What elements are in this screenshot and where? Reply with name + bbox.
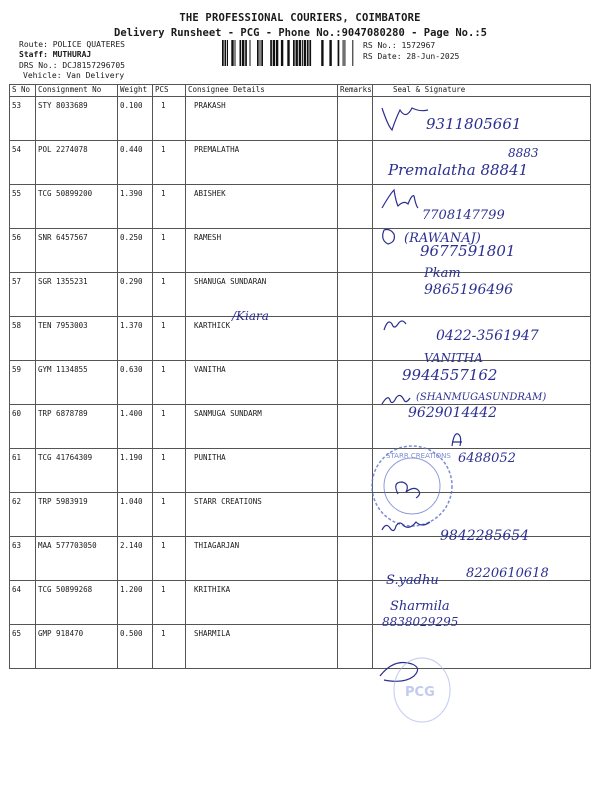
cell-pcs: 1 <box>153 97 186 141</box>
table-header-row <box>10 85 591 97</box>
table-row <box>10 493 591 537</box>
cell-sno: 63 <box>10 537 36 581</box>
runsheet-table <box>9 84 591 669</box>
cell-consignee: KRITHIKA <box>186 581 338 625</box>
cell-consignment-no: GMP 918470 <box>36 625 118 669</box>
cell-signature <box>373 273 591 317</box>
cell-weight: 1.190 <box>118 449 153 493</box>
cell-weight: 0.290 <box>118 273 153 317</box>
phone-64: 8220610618 <box>466 566 549 581</box>
cell-pcs: 1 <box>153 581 186 625</box>
cell-sno: 53 <box>10 97 36 141</box>
cell-weight: 1.200 <box>118 581 153 625</box>
cell-pcs: 1 <box>153 537 186 581</box>
cell-pcs: 1 <box>153 449 186 493</box>
cell-weight: 0.100 <box>118 97 153 141</box>
cell-consignment-no: TCG 50899200 <box>36 185 118 229</box>
cell-pcs: 1 <box>153 625 186 669</box>
phone-53: 9311805661 <box>426 115 522 133</box>
name-60: (SHANMUGASUNDRAM) <box>416 392 547 403</box>
cell-consignment-no: TEN 7953003 <box>36 317 118 361</box>
runsheet-subtitle: Delivery Runsheet - PCG - Phone No.:9047080280 - Page No.:5 <box>114 27 487 39</box>
cell-consignee: THIAGARJAN <box>186 537 338 581</box>
cell-sno: 59 <box>10 361 36 405</box>
cell-remarks <box>338 97 373 141</box>
cell-remarks <box>338 273 373 317</box>
cell-consignee: KARTHICK <box>186 317 338 361</box>
cell-signature <box>373 625 591 669</box>
cell-signature <box>373 405 591 449</box>
cell-consignee: PREMALATHA <box>186 141 338 185</box>
cell-consignment-no: POL 2274078 <box>36 141 118 185</box>
cell-signature <box>373 493 591 537</box>
cell-weight: 0.250 <box>118 229 153 273</box>
cell-pcs: 1 <box>153 405 186 449</box>
cell-weight: 1.040 <box>118 493 153 537</box>
col-consignee: Consignee Details <box>186 85 338 97</box>
cell-signature <box>373 185 591 229</box>
cell-remarks <box>338 317 373 361</box>
cell-remarks <box>338 537 373 581</box>
col-sno: S No <box>10 85 36 97</box>
cell-consignment-no: MAA 577703050 <box>36 537 118 581</box>
phone-63: 9842285654 <box>440 528 530 544</box>
rs-date-label: RS Date: 28-Jun-2025 <box>363 52 460 61</box>
cell-sno: 65 <box>10 625 36 669</box>
cell-consignee: PRAKASH <box>186 97 338 141</box>
cell-signature <box>373 97 591 141</box>
cell-remarks <box>338 141 373 185</box>
cell-weight: 1.370 <box>118 317 153 361</box>
cell-remarks <box>338 405 373 449</box>
cell-pcs: 1 <box>153 493 186 537</box>
cell-pcs: 1 <box>153 185 186 229</box>
col-signature: Seal & Signature <box>373 85 591 97</box>
cell-consignment-no: SGR 1355231 <box>36 273 118 317</box>
cell-weight: 2.140 <box>118 537 153 581</box>
cell-pcs: 1 <box>153 317 186 361</box>
table-row <box>10 317 591 361</box>
note-54a: 8883 <box>508 146 539 160</box>
table-row <box>10 581 591 625</box>
phone-60: 9629014442 <box>408 405 498 421</box>
cell-consignment-no: STY 8033689 <box>36 97 118 141</box>
cell-remarks <box>338 625 373 669</box>
barcode <box>222 40 358 66</box>
cell-signature <box>373 317 591 361</box>
cell-remarks <box>338 493 373 537</box>
cell-sno: 64 <box>10 581 36 625</box>
table-row <box>10 625 591 669</box>
cell-consignee: PUNITHA <box>186 449 338 493</box>
table-row <box>10 141 591 185</box>
cell-weight: 0.440 <box>118 141 153 185</box>
cell-signature <box>373 229 591 273</box>
phone-59: 9944557162 <box>402 366 498 384</box>
cell-pcs: 1 <box>153 273 186 317</box>
table-row <box>10 229 591 273</box>
cell-consignment-no: GYM 1134855 <box>36 361 118 405</box>
cell-sno: 57 <box>10 273 36 317</box>
cell-pcs: 1 <box>153 141 186 185</box>
col-remarks: Remarks <box>338 85 373 97</box>
cell-signature <box>373 581 591 625</box>
table-row <box>10 537 591 581</box>
cell-signature <box>373 449 591 493</box>
table-row <box>10 449 591 493</box>
cell-consignee: VANITHA <box>186 361 338 405</box>
cell-consignment-no: TCG 41764309 <box>36 449 118 493</box>
cell-remarks <box>338 229 373 273</box>
cell-consignment-no: TCG 50899268 <box>36 581 118 625</box>
cell-pcs: 1 <box>153 361 186 405</box>
cell-consignment-no: TRP 5983919 <box>36 493 118 537</box>
cell-consignee: SANMUGA SUNDARM <box>186 405 338 449</box>
cell-weight: 0.630 <box>118 361 153 405</box>
pcg-stamp-text: PCG <box>405 685 435 700</box>
rs-no-label: RS No.: 1572967 <box>363 41 436 50</box>
cell-consignment-no: SNR 6457567 <box>36 229 118 273</box>
name-64: S.yadhu <box>386 573 439 588</box>
cell-pcs: 1 <box>153 229 186 273</box>
col-pcs: PCS <box>153 85 186 97</box>
cell-signature <box>373 361 591 405</box>
phone-56: 9677591801 <box>420 242 516 260</box>
cell-remarks <box>338 449 373 493</box>
phone-61: 6488052 <box>458 451 516 466</box>
phone-65: 8838029295 <box>382 615 459 629</box>
cell-consignee: SHANUGA SUNDARAN <box>186 273 338 317</box>
name-65: Sharmila <box>390 599 450 614</box>
table-row <box>10 273 591 317</box>
vehicle-label: Vehicle: Van Delivery <box>23 71 125 80</box>
cell-sno: 61 <box>10 449 36 493</box>
phone-58: 0422-3561947 <box>436 328 539 344</box>
cell-weight: 1.390 <box>118 185 153 229</box>
remark-58: /Kiara <box>232 309 269 323</box>
drs-label: DRS No.: DCJ8157296705 <box>19 61 125 70</box>
cell-signature <box>373 537 591 581</box>
phone-55: 7708147799 <box>422 208 505 223</box>
cell-weight: 0.500 <box>118 625 153 669</box>
cell-remarks <box>338 185 373 229</box>
cell-signature <box>373 141 591 185</box>
cell-sno: 60 <box>10 405 36 449</box>
cell-sno: 58 <box>10 317 36 361</box>
cell-consignee: SHARMILA <box>186 625 338 669</box>
cell-sno: 62 <box>10 493 36 537</box>
col-consignment-no: Consignment No <box>36 85 118 97</box>
cell-consignee: ABISHEK <box>186 185 338 229</box>
table-row <box>10 185 591 229</box>
cell-consignee: RAMESH <box>186 229 338 273</box>
seal-text: STARR CREATIONS <box>386 452 451 460</box>
company-title: THE PROFESSIONAL COURIERS, COIMBATORE <box>179 12 421 24</box>
name-57: Pkam <box>424 266 461 281</box>
cell-sno: 54 <box>10 141 36 185</box>
col-weight: Weight <box>118 85 153 97</box>
table-row <box>10 361 591 405</box>
cell-consignment-no: TRP 6878789 <box>36 405 118 449</box>
cell-sno: 56 <box>10 229 36 273</box>
cell-sno: 55 <box>10 185 36 229</box>
cell-remarks <box>338 581 373 625</box>
phone-57: 9865196496 <box>424 282 514 298</box>
table-row <box>10 97 591 141</box>
cell-weight: 1.400 <box>118 405 153 449</box>
cell-consignee: STARR CREATIONS <box>186 493 338 537</box>
name-59: VANITHA <box>424 351 483 365</box>
name-phone-54: Premalatha 88841 <box>388 161 529 179</box>
staff-label: Staff: MUTHURAJ <box>19 50 92 59</box>
table-row <box>10 405 591 449</box>
cell-remarks <box>338 361 373 405</box>
route-label: Route: POLICE QUATERES <box>19 40 125 49</box>
name-56: (RAWANAJ) <box>404 231 481 246</box>
